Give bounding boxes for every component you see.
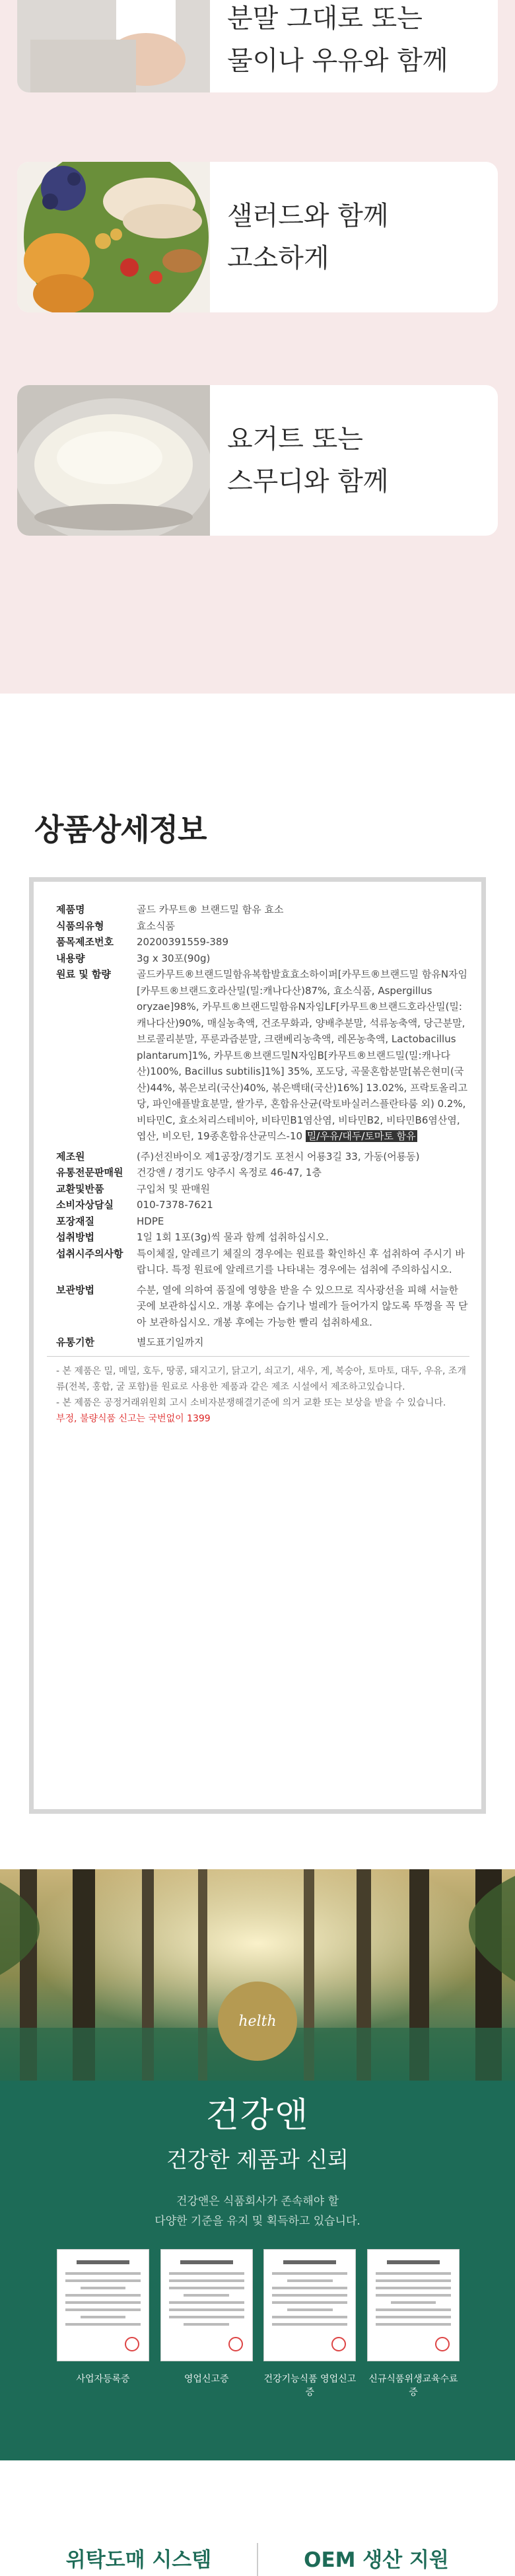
serving-line-2: 스무디와 함께 [227,466,389,497]
product-info-box [29,877,486,1814]
info-row-report-no [47,934,469,950]
serving-text-powder [227,0,448,92]
brand-desc-line-2: 다양한 기준을 유지 및 획득하고 있습니다. [154,2215,360,2228]
info-label: 소비자상담실 [56,1199,114,1211]
certificate-caption: 영업신고증 [184,2374,229,2384]
info-row-type [47,918,469,935]
info-label: 유통기한 [56,1336,94,1348]
serving-card-powder [17,0,498,92]
info-row-intake [47,1229,469,1246]
product-details-section [0,694,515,1869]
serving-card-salad [17,162,498,312]
serving-suggestions [0,0,515,694]
certificate-business-report [160,2249,253,2398]
certificate-document-image [367,2249,460,2361]
certificate-hygiene-education [367,2249,460,2398]
info-row-packaging [47,1213,469,1230]
certificate-health-food-report [263,2249,356,2398]
info-row-distributor [47,1164,469,1181]
info-row-manufacturer [47,1149,469,1165]
info-label: 식품의유형 [56,919,104,932]
info-row-storage [47,1282,469,1331]
milk-glass-photo [17,0,210,92]
info-value: 구입처 및 판매원 [137,1182,210,1195]
brand-slogan: 건강한 제품과 신뢰 [166,2147,349,2172]
salad-bowl-photo [17,162,210,312]
info-label: 섭취시주의사항 [56,1247,123,1260]
info-divider [47,1356,469,1357]
brand-logo-badge: helth [218,1982,297,2061]
oem-support-heading: OEM 생산 지원 [304,2548,449,2572]
info-value: 건강앤 / 경기도 양주시 옥정로 46-47, 1층 [137,1166,322,1178]
info-value: 별도표기일까지 [137,1336,204,1348]
certificate-caption: 건강기능식품 영업신고증 [263,2374,357,2398]
certificate-document-image [160,2249,253,2361]
info-value: 1일 1회 1포(3g)씩 물과 함께 섭취하십시오. [137,1231,329,1243]
info-value: 특이체질, 알레르기 체질의 경우에는 원료를 확인하신 후 섭취하여 주시기 바랍니다. 특정 원료에 알레르기를 나타내는 경우에는 섭취에 주의하십시오. [137,1247,465,1275]
serving-line-2: 물이나 우유와 함께 [227,46,448,76]
info-row-volume [47,950,469,967]
certificate-caption: 신규식품위생교육수료증 [368,2374,458,2398]
brand-section [0,1869,515,2460]
info-label: 제품명 [56,904,85,915]
serving-line-1: 분말 그대로 또는 [227,3,423,34]
allergy-badge: 밀/우유/대두/토마토 함유 [306,1130,416,1142]
info-label: 내용량 [56,952,85,964]
info-label: 보관방법 [56,1283,94,1296]
allergen-facility-note: - 본 제품은 밀, 메밀, 호두, 땅콩, 돼지고기, 닭고기, 쇠고기, 새우, 게, 복숭아, 토마토, 대두, 우유, 조개류(전복, 홍합, 굴 포함)를 원료로 사용한 제품과 같은 제조 시설에서 제조하고있습니다. [56,1365,466,1392]
brand-description [0,2192,515,2231]
info-value: (주)선진바이오 제1공장/경기도 포천시 어룡3길 33, 가동(어룡동) [137,1150,420,1163]
serving-line-1: 요거트 또는 [227,424,363,454]
ingredients-text: 골드카무트®브랜드밀함유복합발효효소하이퍼[카무트®브랜드밀 함유N자임[카무트®브랜드호라산밀(밀:캐나다산)87%, 효소식품, Aspergillus oryzae]98%, 카무트®브랜드밀함유N자임LF[카무트®브랜드호라산밀(밀:캐나다산)90%, 매실농축액, 건조무화과, 양배추분말, 석류농축액, 당근분말, 브로콜리분말, 푸룬과즙분말, 크랜베리농축액, 레몬농축액, Lactobacillus plantarum]1%, 카무트®브랜드밀N자임B[카무트®브랜드밀(밀:캐나다산)100%, Bacillus subtilis]1%] 35%, 포도당, 곡물혼합분말[볶은현미(국산)44%, 볶은보리(국산)40%, 볶은백태(국산)16%] 13.02%, 프락토올리고당, 파인애플발효분말, 쌀가루, 혼합유산균(락토바실러스플란타룸 외) 0.2%, 비타민C, 효소처리스테비아, 비타민B1염산염, 비타민B2, 비타민B6염산염, 엽산, 비오틴, 19종혼합유산균믹스-10 [137,968,468,1142]
info-label: 유통전문판매원 [56,1166,123,1178]
info-label: 제조원 [56,1150,85,1163]
info-row-expiry [47,1334,469,1351]
info-value: 3g x 30포(90g) [137,952,211,964]
info-table [47,902,469,1427]
vertical-divider [257,2543,258,2576]
certificate-list [57,2249,460,2398]
certificate-document-image [263,2249,356,2361]
info-value: 010-7378-7621 [137,1199,213,1211]
info-row-cs [47,1197,469,1213]
info-row-ingredients [47,966,469,1145]
info-value: 골드 카무트® 브랜드밀 함유 효소 [137,904,284,915]
info-label: 품목제조번호 [56,936,114,948]
info-row-exchange [47,1181,469,1198]
details-title: 상품상세정보 [34,812,207,847]
serving-line-1: 샐러드와 함께 [227,201,389,231]
certificate-business-registration [57,2249,149,2398]
yogurt-bowl-photo [17,385,210,536]
report-hotline: 부정, 불량식품 신고는 국번없이 1399 [56,1413,211,1424]
serving-line-2: 고소하게 [227,243,329,273]
info-value: 수분, 열에 의하여 품질에 영향을 받을 수 있으므로 직사광선을 피해 서늘한 곳에 보관하십시오. 개봉 후에는 습기나 벌레가 들어가지 않도록 뚜껑을 꼭 닫아 보관하십시오. 개봉 후에는 가능한 빨리 섭취하세요. [137,1283,468,1328]
serving-text-salad [227,162,389,312]
service-section [0,2460,515,2576]
info-row-name [47,902,469,918]
wholesale-system-heading: 위탁도매 시스템 [65,2548,212,2572]
info-label: 교환및반품 [56,1182,104,1195]
info-value: HDPE [137,1215,164,1227]
info-value: 20200391559-389 [137,936,229,948]
info-value: 효소식품 [137,919,175,932]
info-label: 원료 및 함량 [56,968,111,980]
serving-text-yogurt [227,385,389,536]
certificate-document-image [57,2249,149,2361]
info-label: 섭취방법 [56,1231,94,1243]
brand-name: 건강앤 [205,2096,310,2135]
serving-card-yogurt [17,385,498,536]
refund-note: - 본 제품은 공정거래위원회 고시 소비자분쟁해결기준에 의거 교환 또는 보상을 받을 수 있습니다. [56,1397,446,1408]
info-value [137,966,469,1145]
info-label: 포장재질 [56,1215,94,1227]
brand-desc-line-1: 건강앤은 식품회사가 존속해야 할 [176,2195,339,2208]
certificate-caption: 사업자등록증 [76,2374,130,2384]
info-row-caution [47,1246,469,1278]
